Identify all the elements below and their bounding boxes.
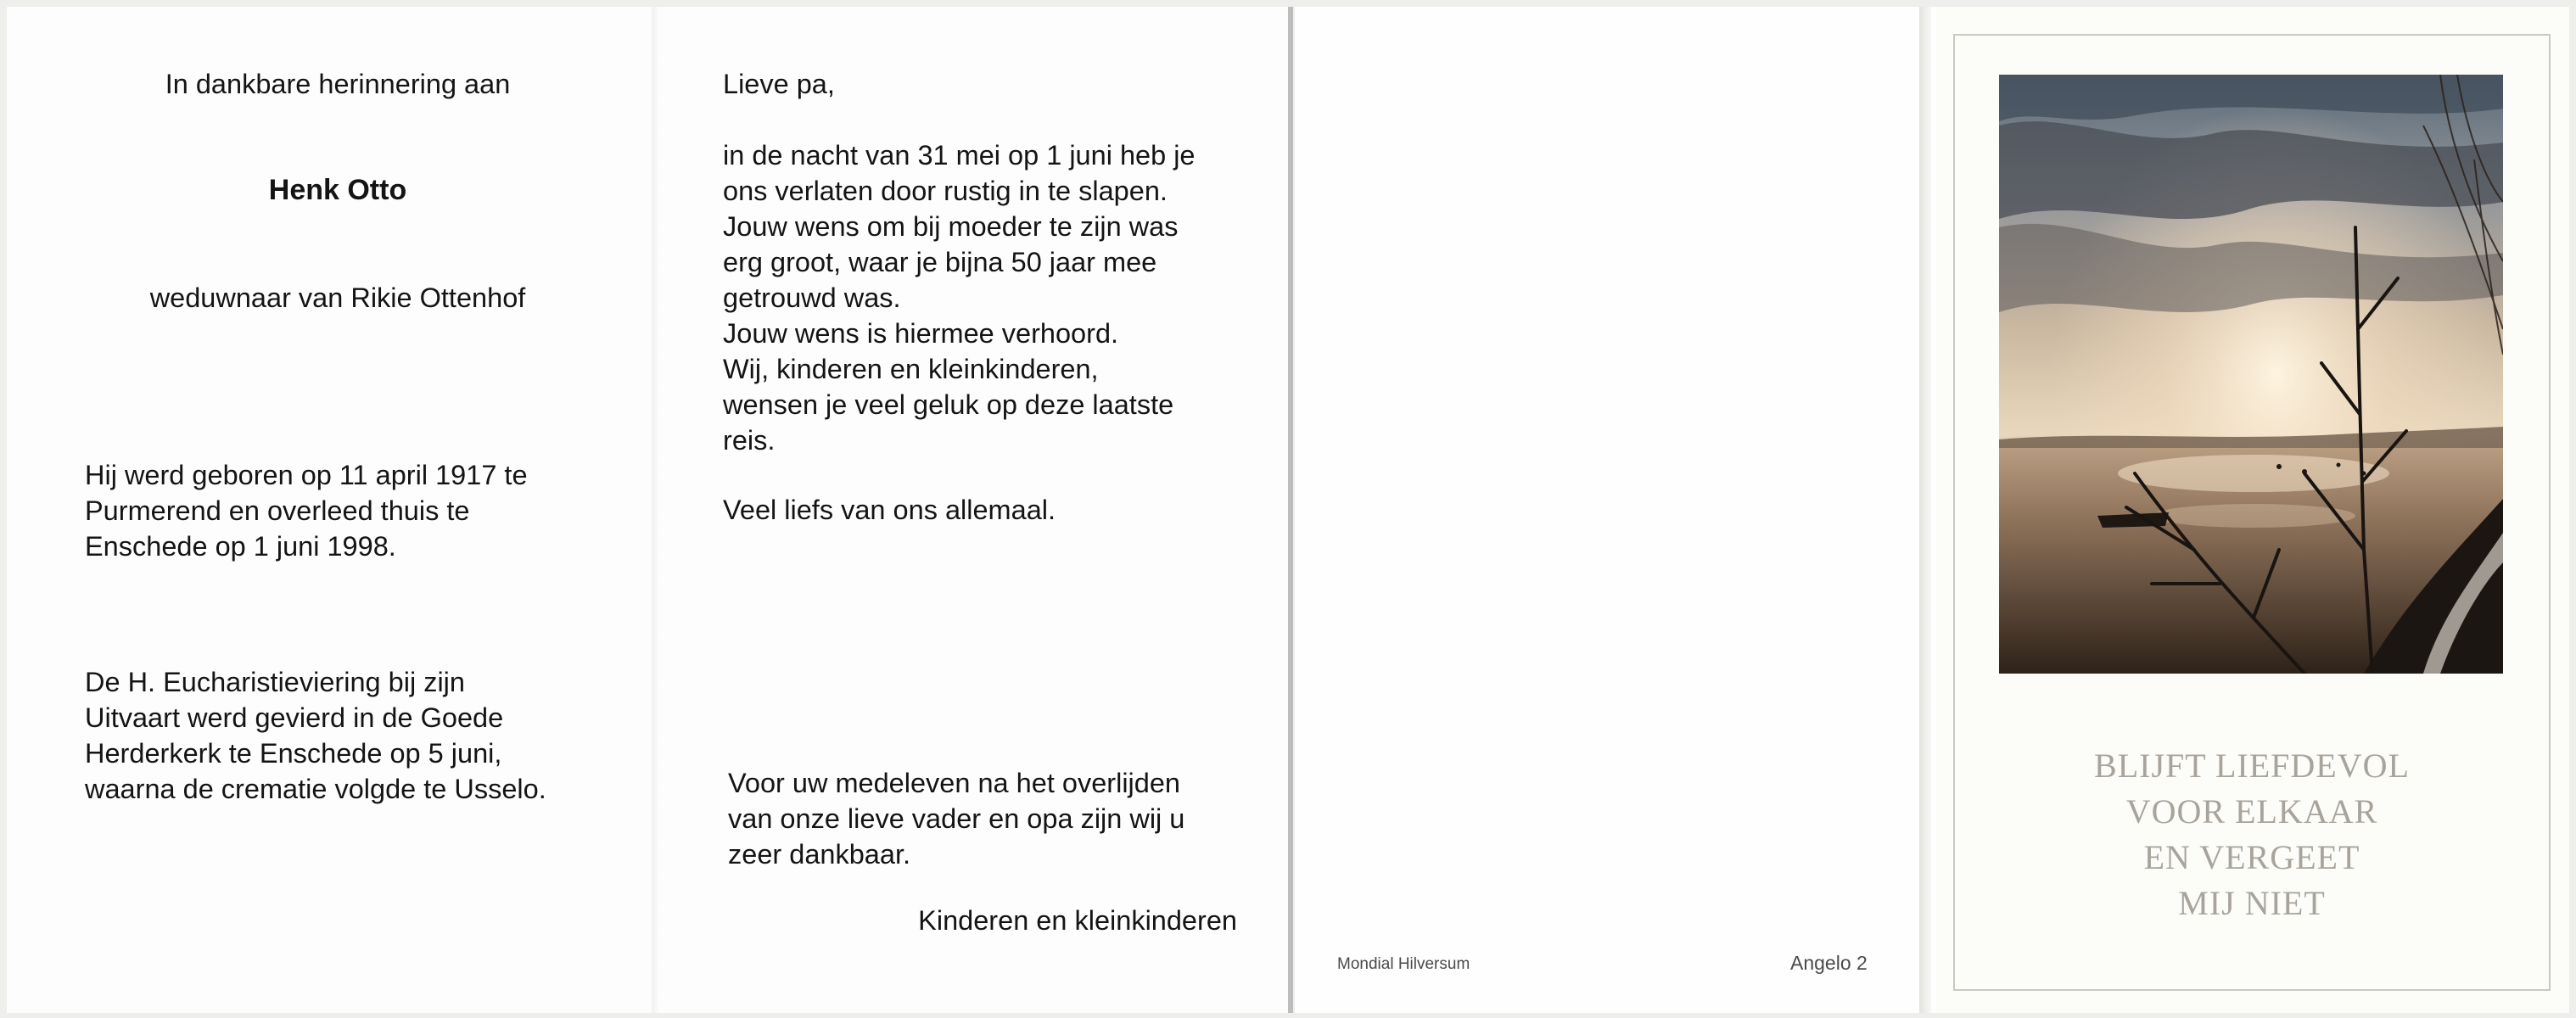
mass-line: Herderkerk te Enschede op 5 juni, xyxy=(85,738,502,769)
birth-line: Hij werd geboren op 11 april 1917 te xyxy=(85,460,528,490)
thanks-line: van onze lieve vader en opa zijn wij u xyxy=(728,803,1185,834)
letter-block xyxy=(723,66,1196,528)
card-model: Angelo 2 xyxy=(1790,952,1868,974)
printer-credit: Mondial Hilversum xyxy=(1337,955,1470,973)
letter-closing: Veel liefs van ons allemaal. xyxy=(723,495,1056,525)
thanks-line: zeer dankbaar. xyxy=(728,839,911,870)
letter-line: reis. xyxy=(723,425,776,456)
letter-line: Jouw wens om bij moeder te zijn was xyxy=(723,211,1179,242)
deceased-name: Henk Otto xyxy=(268,174,407,206)
signoff: Kinderen en kleinkinderen xyxy=(918,905,1237,936)
poem-line: VOOR ELKAAR xyxy=(2125,792,2378,831)
letter-line: ons verlaten door rustig in te slapen. xyxy=(723,176,1168,206)
fold-line-outer xyxy=(1919,7,1931,1013)
letter-line: getrouwd was. xyxy=(723,282,901,313)
letter-line: wensen je veel geluk op deze laatste xyxy=(723,389,1174,420)
mass-line: Uitvaart werd gevierd in de Goede xyxy=(85,702,504,733)
birth-line: Purmerend en overleed thuis te xyxy=(85,495,470,526)
letter-line: erg groot, waar je bijna 50 jaar mee xyxy=(723,247,1157,277)
poem-line: EN VERGEET xyxy=(2143,838,2360,876)
birth-line: Enschede op 1 juni 1998. xyxy=(85,531,396,562)
poem-line: MIJ NIET xyxy=(2178,884,2326,922)
thanks-line: Voor uw medeleven na het overlijden xyxy=(728,768,1180,798)
fold-line-inner xyxy=(652,7,660,1013)
mass-line: waarna de crematie volgde te Usselo. xyxy=(85,774,546,804)
center-gap xyxy=(1288,7,1293,1013)
intro-text: In dankbare herinnering aan xyxy=(165,69,511,99)
birth-paragraph xyxy=(85,457,528,564)
sunset-lake-photo xyxy=(1999,75,2503,674)
cover-poem xyxy=(1953,743,2551,926)
poem-line: BLIJFT LIEFDEVOL xyxy=(2094,747,2410,785)
letter-line: Jouw wens is hiermee verhoord. xyxy=(723,318,1119,349)
thanks-paragraph xyxy=(728,765,1184,872)
letter-line: Wij, kinderen en kleinkinderen, xyxy=(723,354,1099,384)
mass-paragraph xyxy=(85,664,546,807)
mass-line: De H. Eucharistieviering bij zijn xyxy=(85,667,465,697)
letter-line: in de nacht van 31 mei op 1 juni heb je xyxy=(723,140,1196,171)
letter-salutation: Lieve pa, xyxy=(723,69,835,99)
widow-line: weduwnaar van Rikie Ottenhof xyxy=(149,282,526,313)
